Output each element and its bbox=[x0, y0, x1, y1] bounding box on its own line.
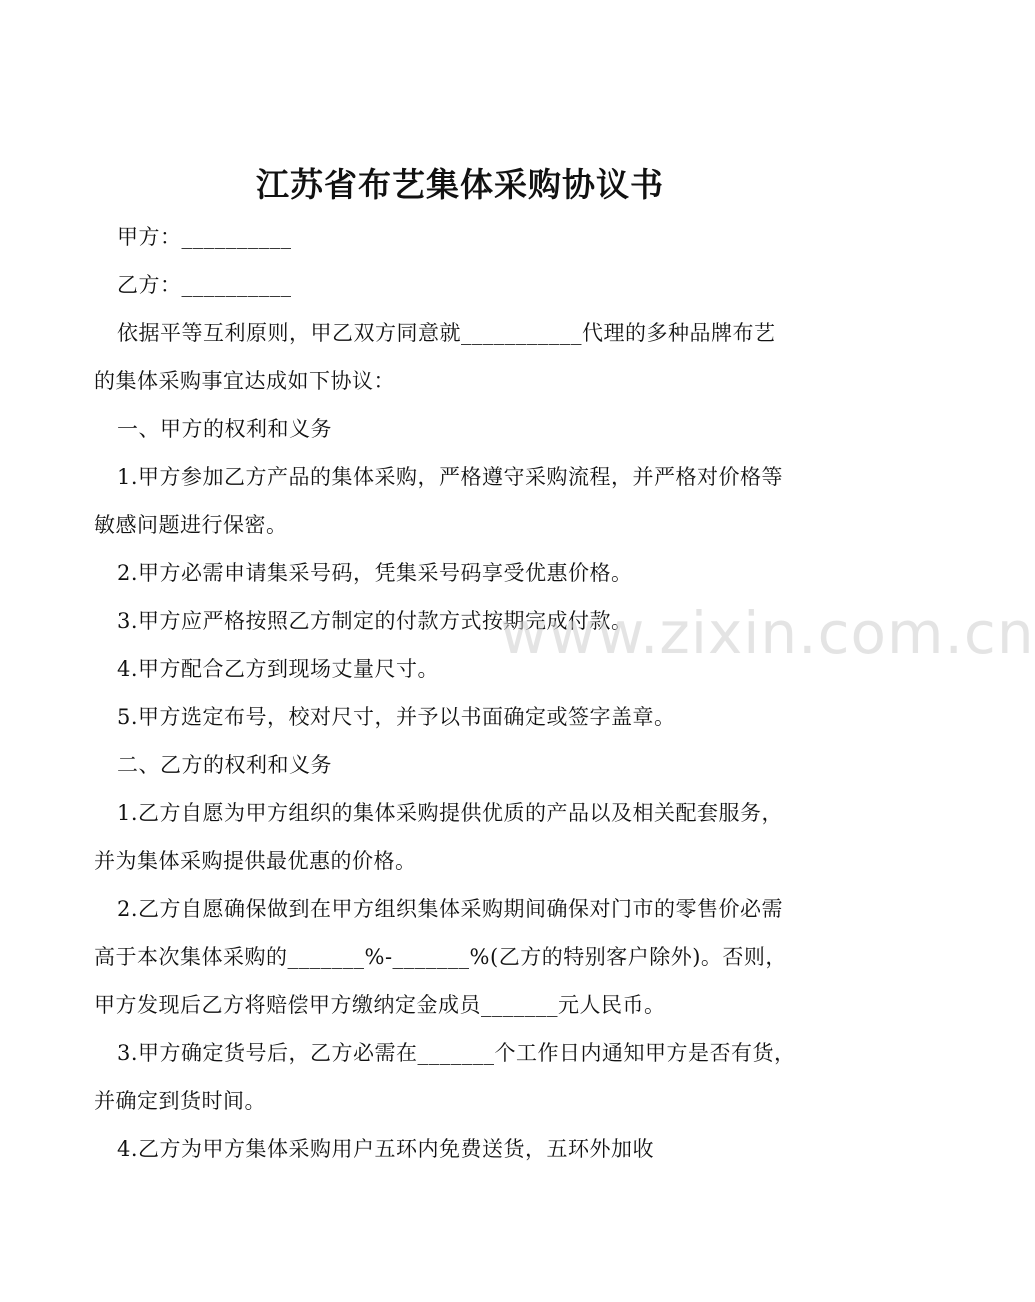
section-1-clause-2: 2.甲方必需申请集采号码，凭集采号码享受优惠价格。 bbox=[117, 561, 633, 585]
section-2-clause-4: 4.乙方为甲方集体采购用户五环内免费送货，五环外加收 bbox=[117, 1137, 655, 1161]
section-1-clause-5: 5.甲方选定布号，校对尺寸，并予以书面确定或签字盖章。 bbox=[117, 705, 676, 729]
section-1-clause-4: 4.甲方配合乙方到现场丈量尺寸。 bbox=[117, 657, 440, 681]
section-2-heading: 二、乙方的权利和义务 bbox=[117, 753, 332, 777]
party-b-line: 乙方：__________ bbox=[117, 273, 292, 297]
section-2-clause-3-line-2: 并确定到货时间。 bbox=[94, 1089, 266, 1113]
section-1-clause-1-line-2: 敏感问题进行保密。 bbox=[94, 513, 288, 537]
party-a-line: 甲方：__________ bbox=[117, 225, 292, 249]
intro-line-1: 依据平等互利原则，甲乙双方同意就___________代理的多种品牌布艺 bbox=[117, 321, 776, 345]
section-1-clause-3: 3.甲方应严格按照乙方制定的付款方式按期完成付款。 bbox=[117, 609, 633, 633]
document-title: 江苏省布艺集体采购协议书 bbox=[256, 165, 664, 204]
section-2-clause-2-line-2: 高于本次集体采购的_______%-_______%(乙方的特别客户除外)。否则， bbox=[94, 945, 787, 969]
section-2-clause-3-line-1: 3.甲方确定货号后，乙方必需在_______个工作日内通知甲方是否有货， bbox=[117, 1041, 796, 1065]
section-2-clause-2-line-1: 2.乙方自愿确保做到在甲方组织集体采购期间确保对门市的零售价必需 bbox=[117, 897, 784, 921]
intro-line-2: 的集体采购事宜达成如下协议： bbox=[94, 369, 395, 393]
section-2-clause-1-line-1: 1.乙方自愿为甲方组织的集体采购提供优质的产品以及相关配套服务， bbox=[117, 801, 784, 825]
section-2-clause-1-line-2: 并为集体采购提供最优惠的价格。 bbox=[94, 849, 417, 873]
section-2-clause-2-line-3: 甲方发现后乙方将赔偿甲方缴纳定金成员_______元人民币。 bbox=[94, 993, 666, 1017]
section-1-heading: 一、甲方的权利和义务 bbox=[117, 417, 332, 441]
section-1-clause-1-line-1: 1.甲方参加乙方产品的集体采购，严格遵守采购流程，并严格对价格等 bbox=[117, 465, 784, 489]
watermark: www.zixin.com.cn bbox=[500, 599, 1035, 667]
